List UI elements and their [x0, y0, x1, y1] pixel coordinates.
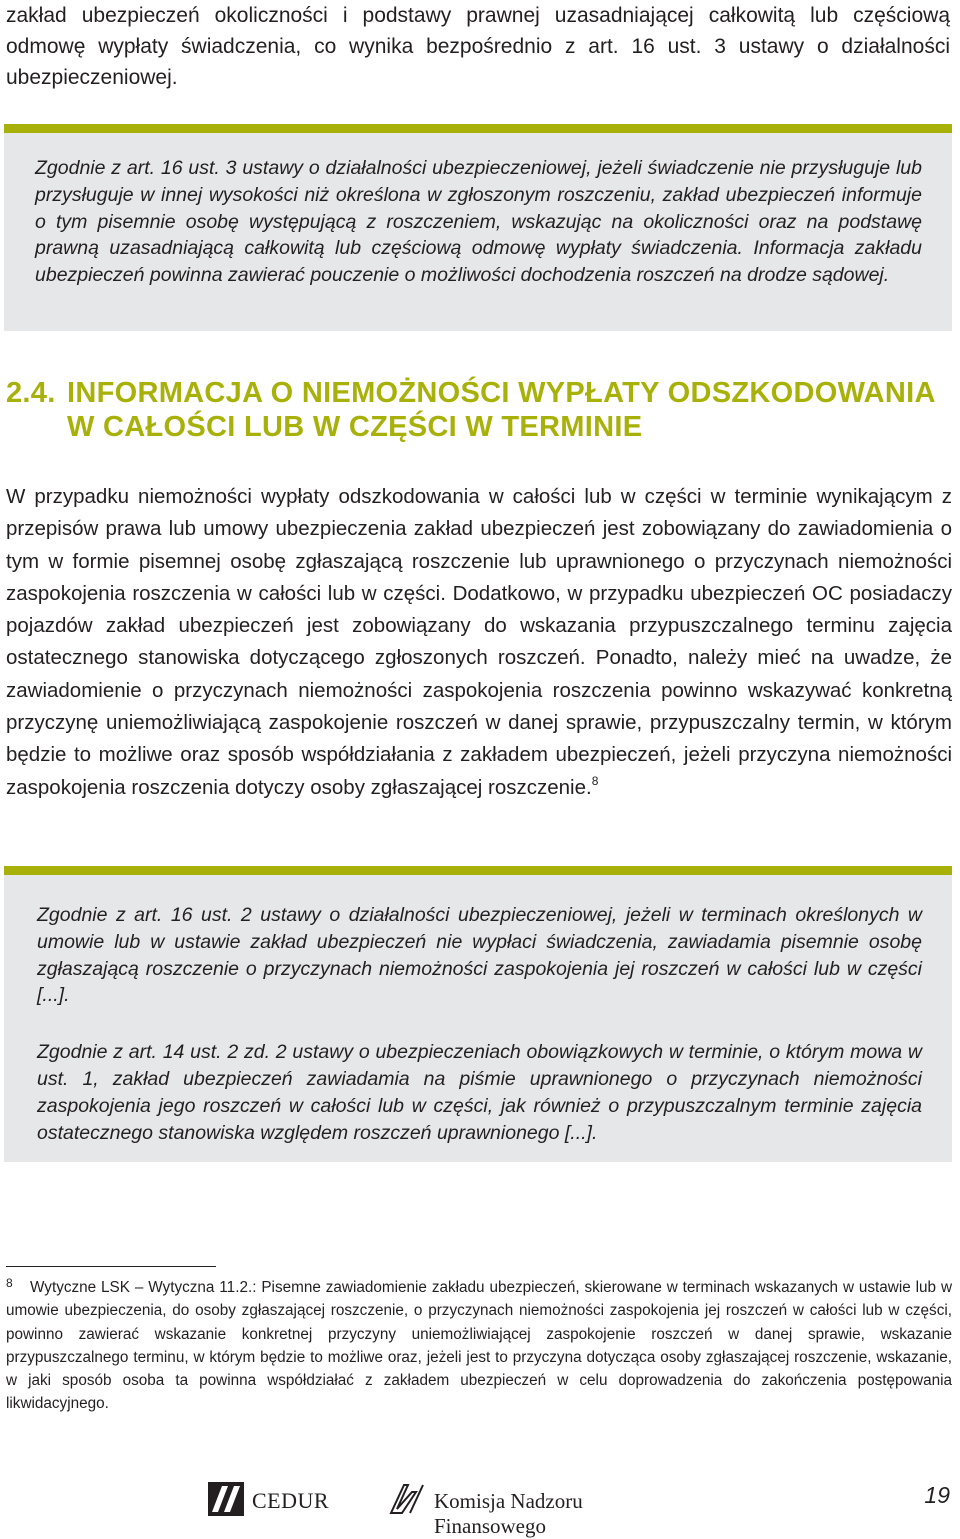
footnote: 8 Wytyczne LSK – Wytyczna 11.2.: Pisemne zawiadomienie zakładu ubezpieczeń, skierowane w terminach wskazanych w ustawie lub w umowie ubezpieczenia, do osoby zgłaszającej roszczenie, o przyczynach niemożności zaspokojenia jej roszczeń w całości lub w części, powinno zawierać wskazanie konkretnej przyczyny uniemożliwiającej zaspokojenie roszczeń w danej sprawie, wskazanie przypuszczalnego terminu, w którym będzie to możliwe oraz, jeżeli jest to przyczyna dotycząca osoby zgłaszającej roszczenie, wskazanie, w jaki sposób osoba ta powinna współdziałać z zakładem ubezpieczeń w celu doprowadzenia do zakończenia postępowania likwidacyjnego. — [6, 1276, 952, 1413]
section-number: 2.4. — [6, 377, 56, 409]
citation-box-1 — [4, 124, 952, 331]
section-body — [6, 481, 952, 804]
page-number: 19 — [924, 1482, 950, 1508]
page-footer — [0, 1470, 960, 1538]
knf-logo — [388, 1482, 688, 1538]
section-title-line1: INFORMACJA O NIEMOŻNOŚCI WYPŁATY ODSZKODOWANIA — [67, 377, 936, 409]
cedur-logo — [208, 1482, 336, 1516]
section-title-line2: W CAŁOŚCI LUB W CZĘŚCI W TERMINIE — [67, 411, 643, 443]
cedur-mark-icon — [208, 1482, 244, 1516]
section-body-text: W przypadku niemożności wypłaty odszkodowania w całości lub w części w terminie wynikającym z przepisów prawa lub umowy ubezpieczenia zakład ubezpieczeń jest zobowiązany do zawiadomienia o tym w formie pisemnej osobę zgłaszającą roszczenie lub uprawnionego o przyczynach niemożności zaspokojenia roszczenia w całości lub w części. Dodatkowo, w przypadku ubezpieczeń OC posiadaczy pojazdów zakład ubezpieczeń jest zobowiązany do wskazania przypuszczalnego terminu zajęcia ostatecznego stanowiska dotyczącego zgłoszonych roszczeń. Ponadto, należy mieć na uwadze, że zawiadomienie o przyczynach niemożności zaspokojenia roszczenia powinno wskazywać konkretną przyczynę uniemożliwiającą zaspokojenie roszczeń w danej sprawie, przypuszczalny termin, w którym będzie to możliwe oraz sposób współdziałania z zakładem ubezpieczeń, jeżeli przyczyna niemożności zaspokojenia roszczenia dotyczy osoby zgłaszającej roszczenie. — [6, 485, 952, 799]
citation-box-2 — [4, 866, 952, 1162]
knf-emblem-icon — [388, 1482, 426, 1516]
citation-text: Zgodnie z art. 16 ust. 3 ustawy o działalności ubezpieczeniowej, jeżeli świadczenie nie przysługuje lub przysługuje w innej wysokości niż określona w zgłoszonym roszczeniu, zakład ubezpieczeń informuje o tym pisemnie osobę występującą z roszczeniem, wskazując na okoliczności oraz na podstawę prawną uzasadniającą całkowitą lub częściową odmowę wypłaty świadczenia. Informacja zakładu ubezpieczeń powinna zawierać pouczenie o możliwości dochodzenia roszczeń na drodze sądowej. — [35, 157, 922, 287]
citation-paragraph-2: Zgodnie z art. 14 ust. 2 zd. 2 ustawy o ubezpieczeniach obowiązkowych w terminie, o którym mowa w ust. 1, zakład ubezpieczeń zawiadamia na piśmie uprawnionego o przyczynach niemożności zaspokojenia jego roszczeń w całości lub w części, jak również o przypuszczalnym terminie zajęcia ostatecznego stanowiska względem roszczeń uprawnionego [...]. — [37, 1041, 922, 1144]
footnote-divider — [6, 1266, 216, 1267]
knf-logo-text: Komisja Nadzoru Finansowego — [434, 1489, 583, 1538]
cedur-logo-text: CEDUR — [252, 1488, 330, 1513]
intro-paragraph: zakład ubezpieczeń okoliczności i podstawy prawnej uzasadniającej całkowitą lub częściową odmowę wypłaty świadczenia, co wynika bezpośrednio z art. 16 ust. 3 ustawy o działalności ubezpieczeniowej. — [6, 4, 950, 89]
footnote-reference[interactable]: 8 — [591, 773, 599, 788]
footnote-text: Wytyczne LSK – Wytyczna 11.2.: Pisemne zawiadomienie zakładu ubezpieczeń, skierowane w terminach wskazanych w ustawie lub w umowie ubezpieczenia, do osoby zgłaszającej roszczenie, o przyczynach niemożności zaspokojenia jej roszczeń w całości lub w części, powinno zawierać wskazanie konkretnej przyczyny uniemożliwiającej zaspokojenie roszczeń w danej sprawie, wskazanie przypuszczalnego terminu, w którym będzie to możliwe oraz, jeżeli jest to przyczyna dotycząca osoby zgłaszającej roszczenie, wskazanie, w jaki sposób osoba ta powinna współdziałać z zakładem ubezpieczeń w celu doprowadzenia do zakończenia postępowania likwidacyjnego. — [6, 1279, 952, 1413]
citation-paragraph-1: Zgodnie z art. 16 ust. 2 ustawy o działalności ubezpieczeniowej, jeżeli w terminach określonych w umowie lub w ustawie zakład ubezpieczeń nie wypłaci świadczenia, zawiadamia pisemnie osobę zgłaszającą roszczenie o przyczynach niemożności zaspokojenia jej roszczeń w całości lub w części [...]. — [37, 904, 922, 1007]
section-heading — [6, 376, 950, 444]
